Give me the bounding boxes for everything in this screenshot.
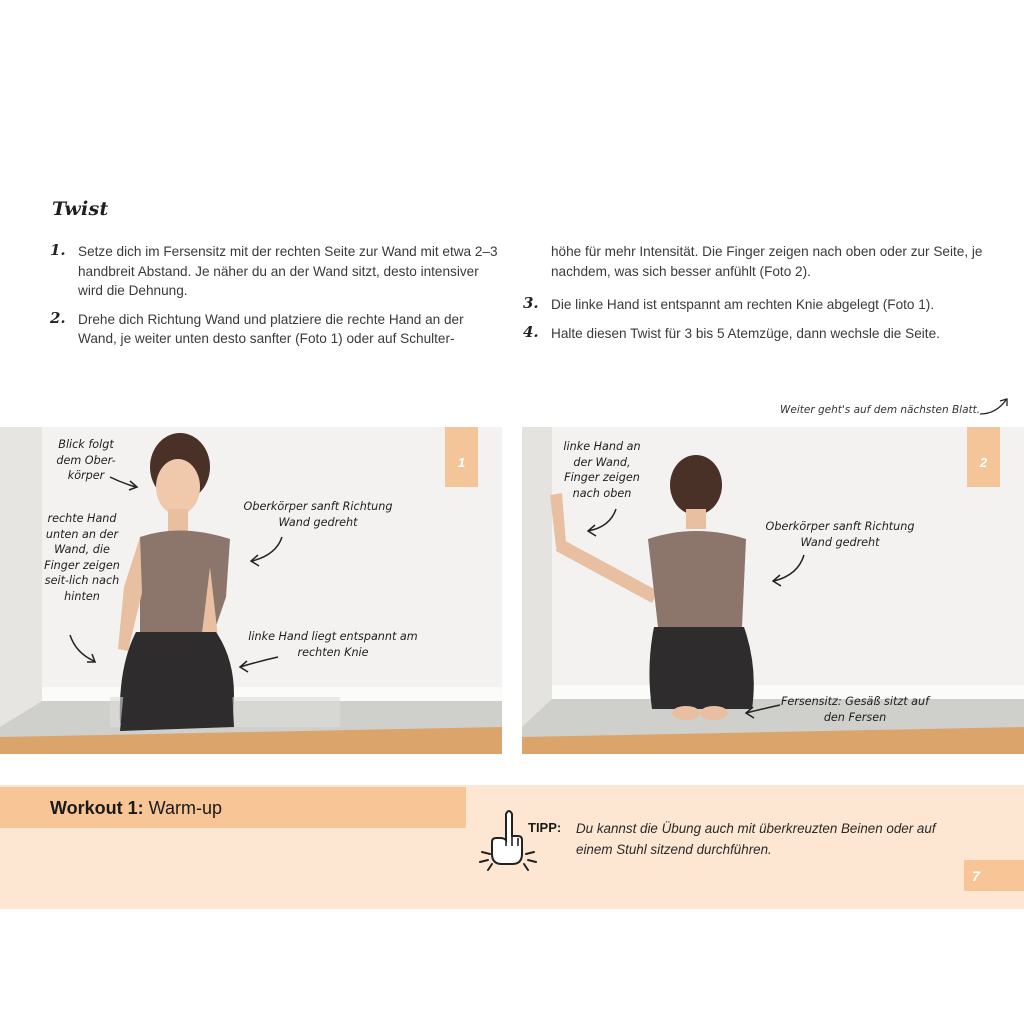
workout-label-bold: Workout 1: bbox=[50, 798, 144, 818]
annotation-right-hand: rechte Hand unten an der Wand, die Finger zeigen seit-lich nach hinten bbox=[44, 512, 120, 603]
step-2-continuation: höhe für mehr Intensität. Die Finger zeigen nach oben oder zur Seite, je nachdem, was sich besser anfühlt (Foto 2). bbox=[551, 244, 983, 279]
steps-column-right bbox=[523, 242, 993, 352]
step-2 bbox=[50, 310, 500, 349]
step-text: Halte diesen Twist für 3 bis 5 Atemzüge, dann wechsle die Seite. bbox=[551, 325, 940, 341]
step-1 bbox=[50, 242, 500, 301]
step-number: 2. bbox=[50, 308, 66, 327]
photo-1 bbox=[0, 427, 502, 754]
workout-label bbox=[50, 798, 222, 819]
workout-label-rest: Warm-up bbox=[143, 798, 223, 818]
exercise-title: Twist bbox=[52, 198, 109, 220]
photo-number-badge: 1 bbox=[445, 427, 478, 487]
step-number: 4. bbox=[523, 322, 539, 341]
annotation-left-hand: linke Hand liegt entspannt am rechten Knie bbox=[248, 630, 418, 659]
curved-arrow-icon bbox=[978, 396, 1012, 418]
annotation-arrows-icon bbox=[0, 427, 502, 754]
step-text: Drehe dich Richtung Wand und platziere die rechte Hand an der Wand, je weiter unten desto sanfter (Foto 1) oder auf Schulter- bbox=[78, 311, 464, 346]
step-number: 3. bbox=[523, 294, 539, 312]
page-number: 7 bbox=[964, 860, 1024, 891]
photo-2 bbox=[522, 427, 1024, 754]
tip-label: TIPP: bbox=[528, 820, 562, 835]
annotation-gaze: Blick folgt dem Ober-körper bbox=[56, 438, 116, 482]
step-text: Setze dich im Fersensitz mit der rechten Seite zur Wand mit etwa 2–3 handbreit Abstand. Je näher du an der Wand sitzt, desto intensiver wird die Dehnung. bbox=[78, 244, 498, 298]
steps-column-left bbox=[50, 242, 500, 358]
continue-note: Weiter geht's auf dem nächsten Blatt. bbox=[780, 404, 981, 416]
pointing-hand-icon bbox=[478, 806, 538, 874]
step-4 bbox=[523, 324, 993, 344]
step-text: Die linke Hand ist entspannt am rechten Knie abgelegt (Foto 1). bbox=[551, 297, 935, 312]
step-number: 1. bbox=[50, 241, 66, 259]
annotation-torso: Oberkörper sanft Richtung Wand gedreht bbox=[243, 500, 393, 529]
annotation-arrows-icon bbox=[522, 427, 1024, 754]
annotation-left-hand: linke Hand an der Wand, Finger zeigen nach oben bbox=[563, 440, 641, 500]
annotation-torso: Oberkörper sanft Richtung Wand gedreht bbox=[765, 520, 915, 549]
step-3 bbox=[523, 295, 993, 315]
tip-text: Du kannst die Übung auch mit überkreuzten Beinen oder auf einem Stuhl sitzend durchführen. bbox=[576, 821, 936, 857]
annotation-fersensitz: Fersensitz: Gesäß sitzt auf den Fersen bbox=[780, 695, 930, 724]
photo-number-badge: 2 bbox=[967, 427, 1000, 487]
